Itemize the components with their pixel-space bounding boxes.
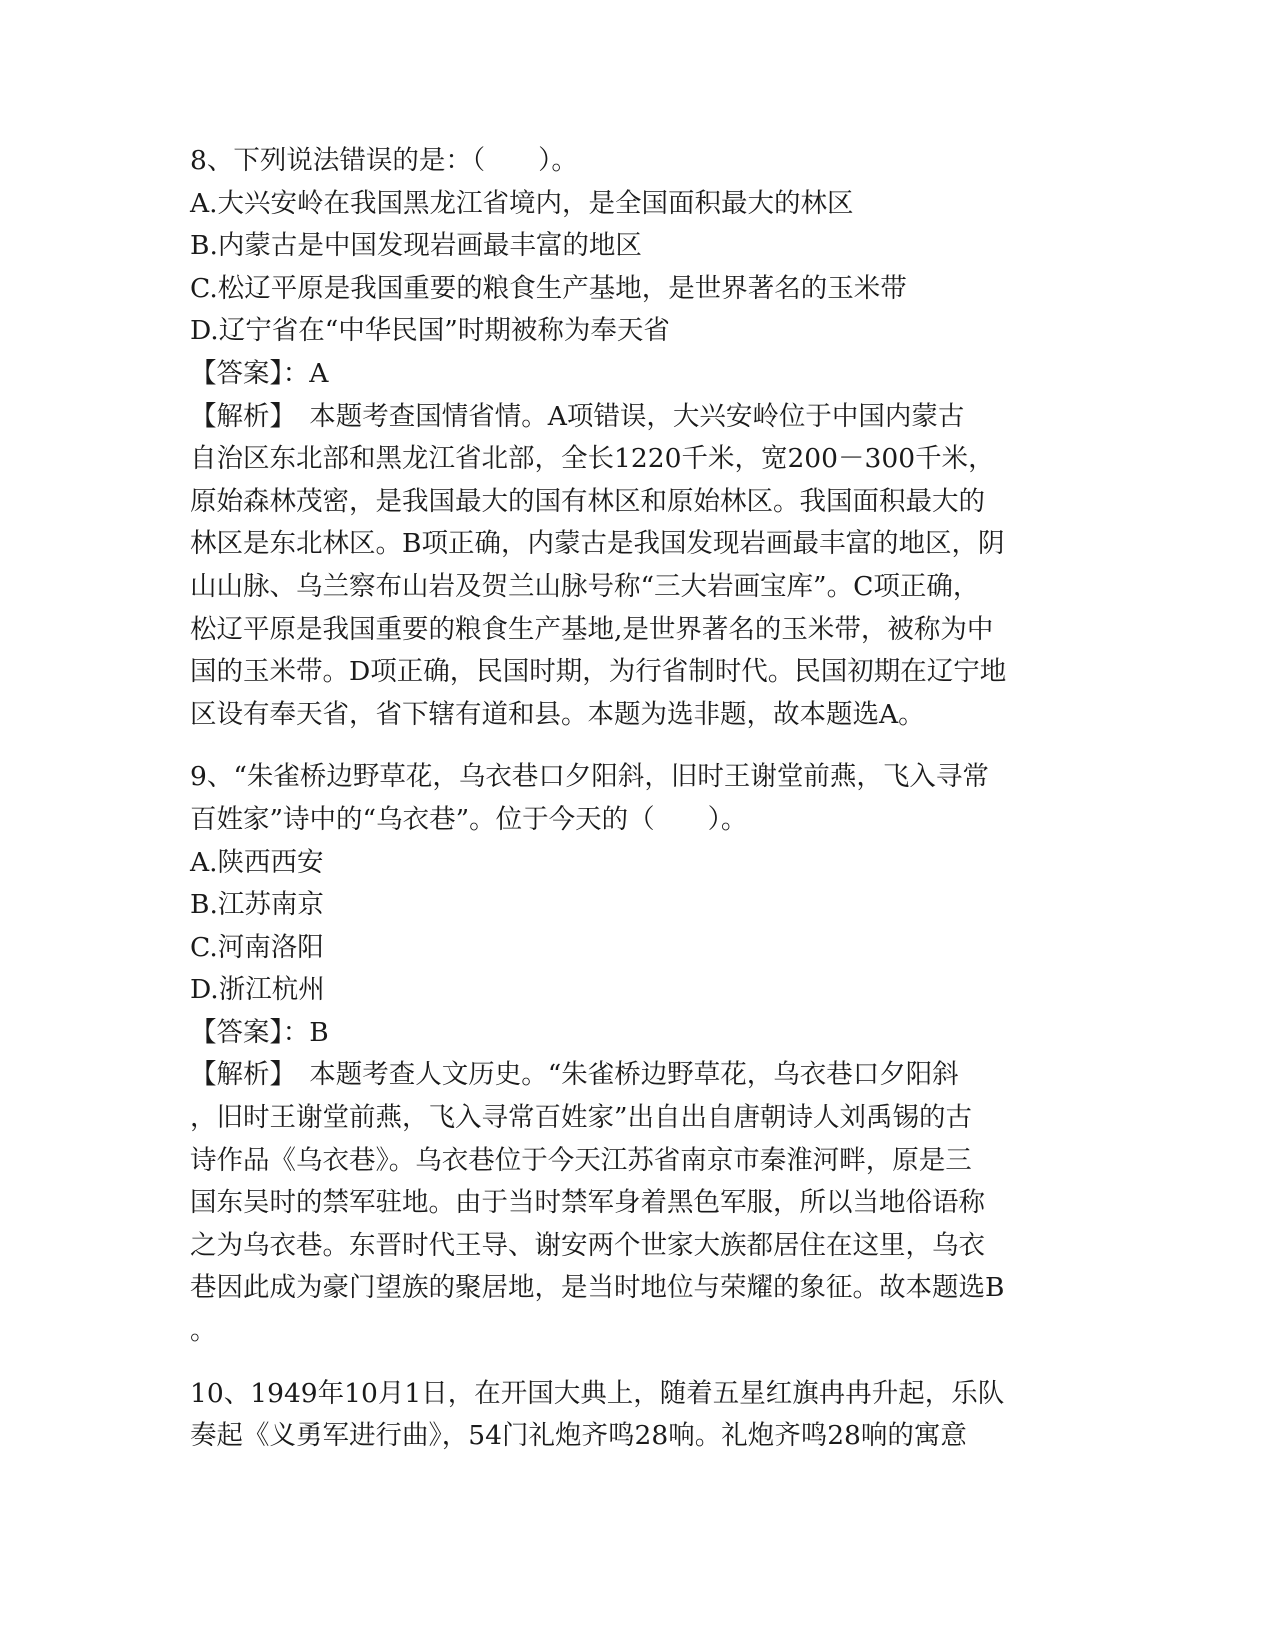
question-8-explanation-line: 松辽平原是我国重要的粮食生产基地,是世界著名的玉米带，被称为中 xyxy=(190,613,994,645)
question-8 xyxy=(190,140,1100,736)
question-9-option-a: A.陕西西安 xyxy=(190,846,324,878)
question-9-explanation-line: 诗作品《乌衣巷》。乌衣巷位于今天江苏省南京市秦淮河畔，原是三 xyxy=(190,1144,972,1176)
question-8-answer: 【答案】：A xyxy=(190,357,329,389)
question-10-stem: 10、1949年10月1日，在开国大典上，随着五星红旗冉冉升起，乐队 xyxy=(190,1377,1005,1409)
question-8-option-c: C.松辽平原是我国重要的粮食生产基地，是世界著名的玉米带 xyxy=(190,272,907,304)
document-page xyxy=(190,140,1100,1458)
question-8-explanation-line: 【解析】 本题考查国情省情。A项错误，大兴安岭位于中国内蒙古 xyxy=(190,400,965,432)
question-8-option-d: D.辽宁省在“中华民国”时期被称为奉天省 xyxy=(190,315,670,347)
question-9 xyxy=(190,756,1100,1352)
spacer xyxy=(190,1353,1100,1373)
question-8-explanation-line: 山山脉、乌兰察布山岩及贺兰山脉号称“三大岩画宝库”。C项正确， xyxy=(190,570,980,602)
question-8-explanation-line: 国的玉米带。D项正确，民国时期，为行省制时代。民国初期在辽宁地 xyxy=(190,656,1007,688)
question-8-stem: 8、下列说法错误的是：（ ）。 xyxy=(190,145,578,176)
question-8-option-b: B.内蒙古是中国发现岩画最丰富的地区 xyxy=(190,230,642,262)
question-10 xyxy=(190,1373,1100,1458)
question-9-explanation-line: 巷因此成为豪门望族的聚居地，是当时地位与荣耀的象征。故本题选B xyxy=(190,1272,1005,1304)
question-8-option-a: A.大兴安岭在我国黑龙江省境内，是全国面积最大的林区 xyxy=(190,187,854,219)
question-9-stem: 百姓家”诗中的“乌衣巷”。位于今天的（ ）。 xyxy=(190,803,748,835)
question-9-explanation-line: 。 xyxy=(190,1315,217,1347)
question-9-stem: 9、“朱雀桥边野草花，乌衣巷口夕阳斜，旧时王谢堂前燕，飞入寻常 xyxy=(190,761,989,793)
question-8-explanation-line: 林区是东北林区。B项正确，内蒙古是我国发现岩画最丰富的地区，阴 xyxy=(190,528,1005,560)
question-9-option-c: C.河南洛阳 xyxy=(190,931,324,963)
spacer xyxy=(190,736,1100,756)
question-8-explanation-line: 区设有奉天省，省下辖有道和县。本题为选非题，故本题选A。 xyxy=(190,698,925,730)
question-9-answer: 【答案】：B xyxy=(190,1016,329,1048)
question-8-explanation-line: 原始森林茂密，是我国最大的国有林区和原始林区。我国面积最大的 xyxy=(190,485,985,517)
question-8-explanation-line: 自治区东北部和黑龙江省北部，全长1220千米，宽200－300千米， xyxy=(190,443,995,475)
question-9-explanation-line: 【解析】 本题考查人文历史。“朱雀桥边野草花，乌衣巷口夕阳斜 xyxy=(190,1059,959,1091)
question-10-stem: 奏起《义勇军进行曲》，54门礼炮齐鸣28响。礼炮齐鸣28响的寓意 xyxy=(190,1420,967,1452)
question-9-option-b: B.江苏南京 xyxy=(190,889,324,921)
question-9-option-d: D.浙江杭州 xyxy=(190,974,325,1006)
question-9-explanation-line: 国东吴时的禁军驻地。由于当时禁军身着黑色军服，所以当地俗语称 xyxy=(190,1187,985,1219)
question-9-explanation-line: ，旧时王谢堂前燕，飞入寻常百姓家”出自出自唐朝诗人刘禹锡的古 xyxy=(190,1102,973,1134)
question-9-explanation-line: 之为乌衣巷。东晋时代王导、谢安两个世家大族都居住在这里，乌衣 xyxy=(190,1229,985,1261)
